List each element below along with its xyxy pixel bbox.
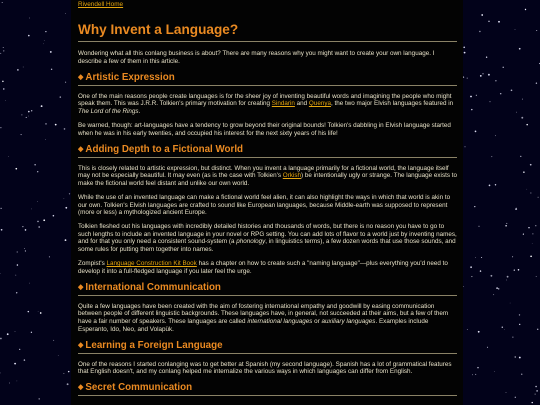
star [526,124,528,126]
star [495,80,496,81]
star [516,208,517,209]
star [519,324,520,325]
star [536,83,537,84]
star [475,131,477,133]
section-heading-artistic [78,72,457,86]
star [45,123,46,124]
star [17,69,19,71]
star [31,209,32,210]
star [17,264,19,266]
link-quenya[interactable]: Quenya [308,100,331,108]
star [487,347,488,348]
star [53,340,54,341]
text-run: , the two major Elvish languages featured in [330,100,454,108]
text-run: , in linguistics terms), a few dozen words that use those sounds, and some rules for putting them together into names. [78,238,456,253]
star [65,82,66,83]
star [41,105,43,107]
star [463,46,465,48]
star [69,193,70,194]
star [44,40,45,41]
star [37,221,39,223]
star [3,47,4,48]
star [519,48,521,50]
text-run: Quite a few languages have been created with the aim of fostering international empathy and goodwill by easing communication between people of different linguistic backgrounds. These languages have, in general, not succeeded at their aims, but a few of them have a fair number of speakers. These languages are called [78,302,449,325]
artistic-paragraph-1 [78,93,457,116]
star [535,225,536,226]
star [38,226,40,228]
star [28,35,30,37]
star [15,168,17,170]
book-title-lotr: The Lord of the Rings [78,107,139,115]
star [0,338,2,340]
star [65,239,67,241]
star [16,292,17,293]
star [470,96,472,98]
link-language-construction-kit[interactable]: Language Construction Kit Book [106,260,197,268]
star [479,31,480,32]
fictional-paragraph-2: While the use of an invented language can make a fictional world feel alien, it can also highlight the ways in which that world is akin to our own. Tolkien's Elvish languages are crafted to sound like European languages, because Middle-earth was supposed to represent (more or less) a mythologized ancient Europe. [78,193,451,217]
star [474,206,475,207]
star [498,21,500,23]
fictional-paragraph-4 [78,260,457,275]
star [51,69,52,70]
artistic-paragraph-2: Be warned, though: art-languages have a tendency to grow beyond their original bounds! Tolkien's dabbling in Elvish language started when he was in his early twenties, and occupied his interest for the next sixty years of his life! [78,121,451,137]
star [506,280,507,281]
star [467,78,468,79]
star [65,13,66,14]
term-auxiliary-languages: auxiliary languages [321,317,376,325]
star [0,53,1,54]
star [530,164,532,166]
star [528,227,529,228]
star [521,374,522,375]
star [5,100,6,101]
star [498,288,499,289]
star [34,164,35,165]
star [471,109,472,110]
text-run: and [294,100,309,108]
fictional-paragraph-3 [78,223,457,253]
star [21,114,22,115]
star [481,257,482,258]
breadcrumb-link-rivendell-home[interactable]: Rivendell Home [78,1,124,8]
star [15,275,16,276]
star [495,135,496,136]
star [475,374,476,375]
star [3,50,4,51]
section-heading-fictional [78,144,457,158]
star [506,223,507,224]
star [486,57,487,58]
star [0,127,1,128]
star [2,81,3,82]
star [64,128,66,130]
star [515,29,516,30]
star [512,337,513,338]
text-run: Zompist's [78,260,107,268]
star [43,43,44,44]
star [522,99,523,100]
star [19,349,20,350]
star [503,67,504,68]
star [53,215,55,217]
star [65,207,67,209]
star [512,256,513,257]
star [515,356,516,357]
star [478,331,480,333]
star [37,201,38,202]
star [506,392,507,393]
diamond-icon: ◆ [78,145,84,153]
star [31,332,32,333]
star [24,248,25,249]
star [475,257,476,258]
star [481,14,483,16]
star [28,116,29,117]
section-heading-foreign-label: Learning a Foreign Language [85,339,223,351]
star [494,371,495,372]
diamond-icon: ◆ [78,341,84,349]
star [532,233,533,234]
star [523,171,525,173]
star [45,139,46,140]
star [467,329,468,330]
star [530,255,532,257]
article-page [71,0,463,405]
star [515,397,516,398]
text-run: . Examples include Esperanto, Ido, Neo, and Volapük. [78,317,429,333]
term-phonology: phonology [236,238,266,246]
diamond-icon: ◆ [78,384,84,392]
text-run: . [138,107,141,115]
star [502,327,503,328]
star [29,283,30,284]
link-sindarin[interactable]: Sindarin [271,100,295,108]
star [514,269,515,270]
star [38,398,39,399]
star [22,226,23,227]
section-heading-secret [78,382,457,396]
term-international-languages: international languages [247,317,313,325]
star [488,74,490,76]
international-paragraph-1 [78,303,457,333]
star [465,146,466,147]
star [8,156,9,157]
star [17,381,18,382]
star [38,311,39,312]
star [26,117,27,118]
section-heading-fictional-label: Adding Depth to a Fictional World [85,143,244,155]
star [60,96,61,97]
star [40,312,42,314]
text-run: or [312,317,322,325]
star [505,225,507,227]
star [31,110,32,111]
star [495,184,496,185]
star [527,189,528,190]
star [480,75,482,77]
star [532,243,533,244]
page-title: Why Invent a Language? [78,22,457,42]
star [37,171,38,172]
text-run: This is closely related to artistic expression, but distinct. When you invent a language primarily for a fictional world, the language itself may not be especially beautiful. It may even (as is the case with Tolkien's [78,164,449,180]
section-heading-artistic-label: Artistic Expression [85,71,175,83]
star [535,386,537,388]
star [491,156,492,157]
star [1,208,2,209]
star [23,67,24,68]
star [493,294,494,295]
star [58,355,59,356]
section-heading-secret-label: Secret Communication [85,382,193,394]
star [519,357,521,359]
star [25,229,27,231]
star [535,394,536,395]
star [9,383,10,384]
fictional-paragraph-1 [78,165,457,188]
star [67,383,69,385]
diamond-icon: ◆ [78,283,84,291]
star [1,229,3,231]
star [520,156,521,157]
star [523,234,524,235]
text-run: One of the main reasons people create languages is for the sheer joy of inventing beautiful words and imagining the people who might speak them. This was J.R.R. Tolkien's primary motivation for creating [78,92,452,108]
star [17,251,18,252]
star [463,286,464,287]
star [500,93,501,94]
star [507,276,509,278]
star [480,270,481,271]
section-heading-international-label: International Communication [85,281,221,293]
star [49,256,50,257]
star [64,198,65,199]
star [516,112,517,113]
star [490,101,491,102]
star [510,303,511,304]
star [511,89,513,91]
star [530,193,531,194]
star [464,52,466,54]
star [488,21,489,22]
star [3,88,4,89]
star [519,314,520,315]
star [471,276,472,277]
star [470,266,472,268]
star [521,117,523,119]
diamond-icon: ◆ [78,73,84,81]
star [489,185,491,187]
star [28,311,29,312]
star [518,269,520,271]
star [472,374,473,375]
star [476,95,477,96]
star [15,331,16,332]
star [50,51,52,53]
star [21,134,22,135]
star [538,197,539,198]
section-heading-foreign [78,340,457,354]
star [525,9,526,10]
section-heading-international [78,282,457,296]
star [29,18,30,19]
star [7,333,9,335]
text-run: Tolkien fleshed out his languages with incredibly detailed histories and thousands of words, but there is no reason you have to go to such lengths to include an invented language in your novel or RPG setting. You can add lots of flavor to a world just by inventing names, and for that you only need a consistent sound-system (a [78,223,457,246]
foreign-paragraph-1: One of the reasons I started conlanging was to get better at Spanish (my second language). Spanish has a lot of grammatical features that English doesn't, and my conlang helped me internalize the various ways in which languages can differ from English. [78,360,452,376]
star [482,73,483,74]
star [24,359,25,360]
star [536,276,537,277]
text-run: ) be intentionally ugly or strange. The language exists to make the fictional world feel distant and unlike our own world. [78,172,458,187]
text-run: has a chapter on how to create such a "naming language"—plus everything you'd need to develop it into a full-fledged language if you later feel the urge. [78,260,448,275]
star [496,287,498,289]
star [25,250,26,251]
breadcrumb [78,1,457,8]
star [2,2,3,3]
star [43,219,45,221]
link-orkish[interactable]: Orkish [282,172,301,180]
star [536,30,537,31]
star [55,124,57,126]
star [45,31,46,32]
intro-paragraph: Wondering what all this conlang business is about? There are many reasons why you might want to create your own language. I describe a few of them in this article. [78,50,435,65]
star [477,367,479,369]
star [504,329,505,330]
star [28,111,30,113]
star [490,275,492,277]
star [479,226,480,227]
star [14,363,16,365]
star [536,390,538,392]
star [68,371,69,372]
star [532,402,533,403]
star [64,373,65,374]
star [537,329,538,330]
